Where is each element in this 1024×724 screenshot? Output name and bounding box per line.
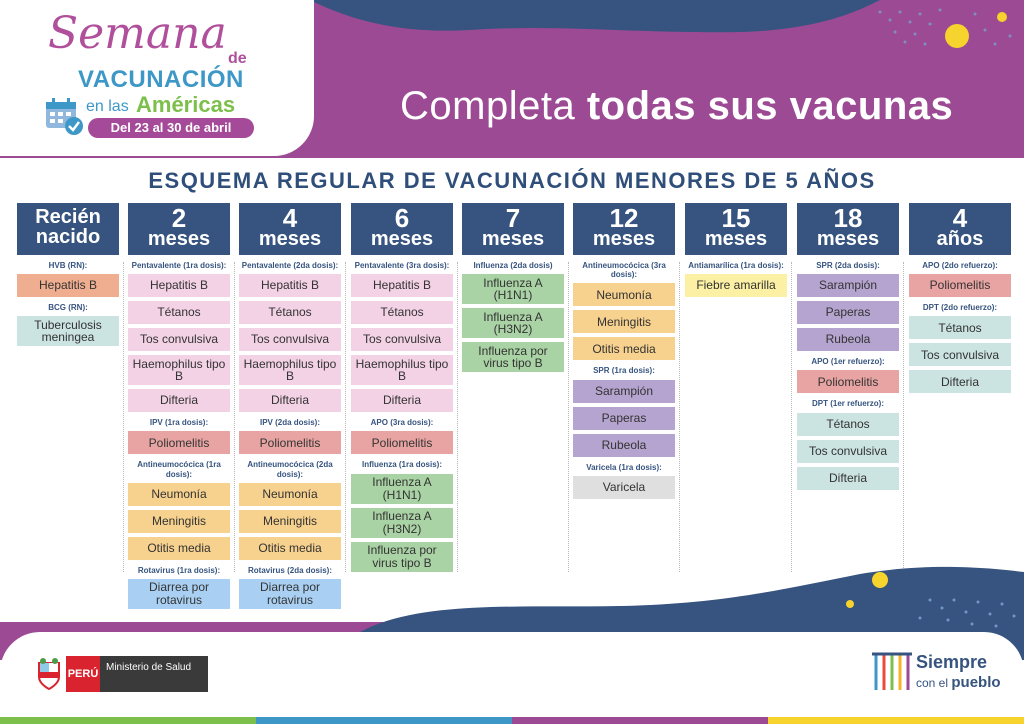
vaccine-item: Tétanos: [351, 301, 453, 324]
vaccine-item: Tétanos: [797, 413, 899, 436]
vaccine-item: Rubeola: [573, 434, 675, 457]
vaccine-item: Paperas: [797, 301, 899, 324]
vaccine-item: Difteria: [351, 389, 453, 412]
column-header-age: 6: [394, 203, 410, 233]
headline: [400, 84, 953, 129]
dose-label: APO (1er refuerzo):: [811, 357, 885, 367]
column-header: [239, 203, 341, 255]
column-header-unit: nacido: [35, 226, 101, 248]
siempre-text: Siempre: [916, 652, 988, 672]
peru-label: PERÚ: [66, 656, 100, 692]
column-6: [685, 203, 787, 301]
column-header-age: 4: [282, 203, 298, 233]
dose-label: SPR (2da dosis):: [816, 261, 880, 270]
column-header: [909, 203, 1011, 255]
column-header: [351, 203, 453, 255]
vaccine-item: Hepatitis B: [17, 274, 119, 297]
vaccine-item: Varicela: [573, 476, 675, 499]
headline-bold: todas sus vacunas: [586, 84, 954, 128]
dose-label: Pentavalente (1ra dosis):: [131, 261, 227, 270]
column-divider: [568, 262, 569, 572]
column-header: [797, 203, 899, 255]
vaccine-item: Hepatitis B: [128, 274, 230, 297]
column-header-unit: meses: [592, 228, 656, 250]
calendar-check-icon: [44, 96, 84, 136]
column-5: [573, 203, 675, 503]
vaccine-item: Otitis media: [573, 337, 675, 360]
dose-label: Pentavalente (2da dosis):: [241, 261, 339, 270]
con-el-pueblo-text: [916, 674, 1001, 691]
column-header: [17, 203, 119, 255]
vaccine-item: Poliomelitis: [128, 431, 230, 454]
dose-label: Pentavalente (3ra dosis):: [354, 261, 450, 270]
pueblo-text: pueblo: [951, 674, 1001, 691]
vaccine-item: Neumonía: [128, 483, 230, 506]
column-header-age: 2: [171, 203, 187, 233]
column-divider: [345, 262, 346, 572]
dose-label: Antineumocócica (3ra dosis):: [582, 261, 666, 280]
vaccine-item: Meningitis: [128, 510, 230, 533]
dose-label: APO (2do refuerzo):: [922, 261, 998, 270]
vaccine-item: Poliomelitis: [351, 431, 453, 454]
column-header-unit: años: [936, 228, 984, 250]
column-4: [462, 203, 564, 376]
column-header-unit: meses: [147, 228, 211, 250]
column-header-age: 12: [609, 203, 639, 233]
column-header-age: 18: [833, 203, 863, 233]
vaccine-item: Haemophilus tipo B: [351, 355, 453, 385]
dose-label: HVB (RN):: [48, 261, 88, 270]
vaccine-item: Meningitis: [239, 510, 341, 533]
campaign-logo: [0, 0, 314, 156]
column-divider: [903, 262, 904, 572]
column-header: [685, 203, 787, 255]
column-divider: [457, 262, 458, 572]
column-divider: [679, 262, 680, 572]
siempre-con-el-pueblo-logo: [870, 650, 1000, 694]
dose-label: APO (3ra dosis):: [370, 418, 434, 428]
footer-color-stripe: [0, 717, 1024, 724]
campaign-dates: Del 23 al 30 de abril: [88, 118, 254, 138]
dose-label: Influenza (1ra dosis):: [361, 460, 442, 470]
vaccine-item: Tos convulsiva: [909, 343, 1011, 366]
vaccine-item: Tos convulsiva: [351, 328, 453, 351]
column-2: [239, 203, 341, 613]
vaccine-item: Diarrea por rotavirus: [128, 579, 230, 609]
column-1: [128, 203, 230, 613]
vaccine-item: Rubeola: [797, 328, 899, 351]
dose-label: BCG (RN):: [48, 303, 88, 313]
column-header-unit: meses: [258, 228, 322, 250]
vaccine-item: Tétanos: [128, 301, 230, 324]
vaccine-item: Haemophilus tipo B: [239, 355, 341, 385]
vaccine-item: Difteria: [239, 389, 341, 412]
vaccine-item: Influenza A (H3N2): [462, 308, 564, 338]
vaccine-item: Poliomelitis: [909, 274, 1011, 297]
vaccine-item: Tos convulsiva: [239, 328, 341, 351]
dose-label: SPR (1ra dosis):: [593, 366, 655, 376]
vaccine-item: Fiebre amarilla: [685, 274, 787, 297]
dose-label: Rotavirus (2da dosis):: [247, 565, 332, 575]
dose-label: IPV (2da dosis):: [259, 418, 320, 428]
dose-label: Rotavirus (1ra dosis):: [137, 565, 221, 575]
vaccine-item: Tos convulsiva: [128, 328, 230, 351]
column-header: [573, 203, 675, 255]
dose-label: Antineumocócica (1ra dosis):: [137, 460, 221, 479]
logo-vacunacion: VACUNACIÓN: [78, 66, 244, 93]
ministerio-label: Ministerio de Salud: [100, 656, 208, 692]
vaccine-item: Tétanos: [239, 301, 341, 324]
column-divider: [123, 262, 124, 572]
column-8: [909, 203, 1011, 397]
coat-of-arms-icon: [36, 657, 62, 691]
column-7: [797, 203, 899, 494]
vaccine-item: Difteria: [909, 370, 1011, 393]
vaccine-item: Influenza por virus tipo B: [462, 342, 564, 372]
logo-semana: Semana: [48, 8, 227, 59]
column-0: [17, 203, 119, 350]
logo-de: de: [228, 50, 247, 67]
vaccine-item: Sarampión: [797, 274, 899, 297]
column-header-unit: meses: [704, 228, 768, 250]
dose-label: Influenza (2da dosis): [473, 261, 553, 270]
people-ribbons-icon: [870, 650, 914, 694]
logo-americas: Américas: [136, 92, 236, 117]
vaccine-item: Neumonía: [239, 483, 341, 506]
column-header-age: Recién: [35, 206, 101, 228]
vaccine-item: Influenza A (H1N1): [462, 274, 564, 304]
column-header: [128, 203, 230, 255]
column-header-age: 4: [952, 203, 968, 233]
dose-label: Antiamarílica (1ra dosis):: [688, 261, 784, 270]
column-header: [462, 203, 564, 255]
logo-en-las: en las: [86, 98, 129, 115]
con-el-text: con el: [916, 676, 949, 690]
dose-label: DPT (2do refuerzo):: [922, 303, 998, 313]
vaccine-item: Tétanos: [909, 316, 1011, 339]
vaccine-item: Difteria: [797, 467, 899, 490]
vaccine-item: Sarampión: [573, 380, 675, 403]
vaccine-item: Otitis media: [239, 537, 341, 560]
dose-label: IPV (1ra dosis):: [149, 418, 209, 428]
vaccine-item: Neumonía: [573, 283, 675, 306]
column-3: [351, 203, 453, 576]
ministerio-logo: [36, 656, 208, 692]
column-divider: [234, 262, 235, 572]
column-header-unit: meses: [370, 228, 434, 250]
vaccine-item: Diarrea por rotavirus: [239, 579, 341, 609]
vaccine-item: Tuberculosis meningea: [17, 316, 119, 346]
dose-label: DPT (1er refuerzo):: [811, 399, 884, 409]
vaccine-item: Meningitis: [573, 310, 675, 333]
dose-label: Antineumocócica (2da dosis):: [247, 460, 333, 479]
vaccine-item: Influenza por virus tipo B: [351, 542, 453, 572]
vaccine-item: Tos convulsiva: [797, 440, 899, 463]
column-header-unit: meses: [481, 228, 545, 250]
headline-light: Completa: [400, 84, 576, 128]
column-divider: [791, 262, 792, 572]
vaccine-item: Poliomelitis: [239, 431, 341, 454]
vaccine-item: Haemophilus tipo B: [128, 355, 230, 385]
vaccine-item: Influenza A (H3N2): [351, 508, 453, 538]
dose-label: Varicela (1ra dosis):: [586, 462, 662, 472]
vaccine-item: Influenza A (H1N1): [351, 474, 453, 504]
vaccine-item: Paperas: [573, 407, 675, 430]
column-header-age: 7: [505, 203, 521, 233]
vaccine-item: Otitis media: [128, 537, 230, 560]
vaccine-item: Hepatitis B: [239, 274, 341, 297]
column-header-unit: meses: [816, 228, 880, 250]
vaccine-item: Poliomelitis: [797, 370, 899, 393]
scheme-title: ESQUEMA REGULAR DE VACUNACIÓN MENORES DE 5 AÑOS: [148, 168, 876, 193]
column-header-age: 15: [721, 203, 751, 233]
vaccine-item: Difteria: [128, 389, 230, 412]
vaccine-item: Hepatitis B: [351, 274, 453, 297]
